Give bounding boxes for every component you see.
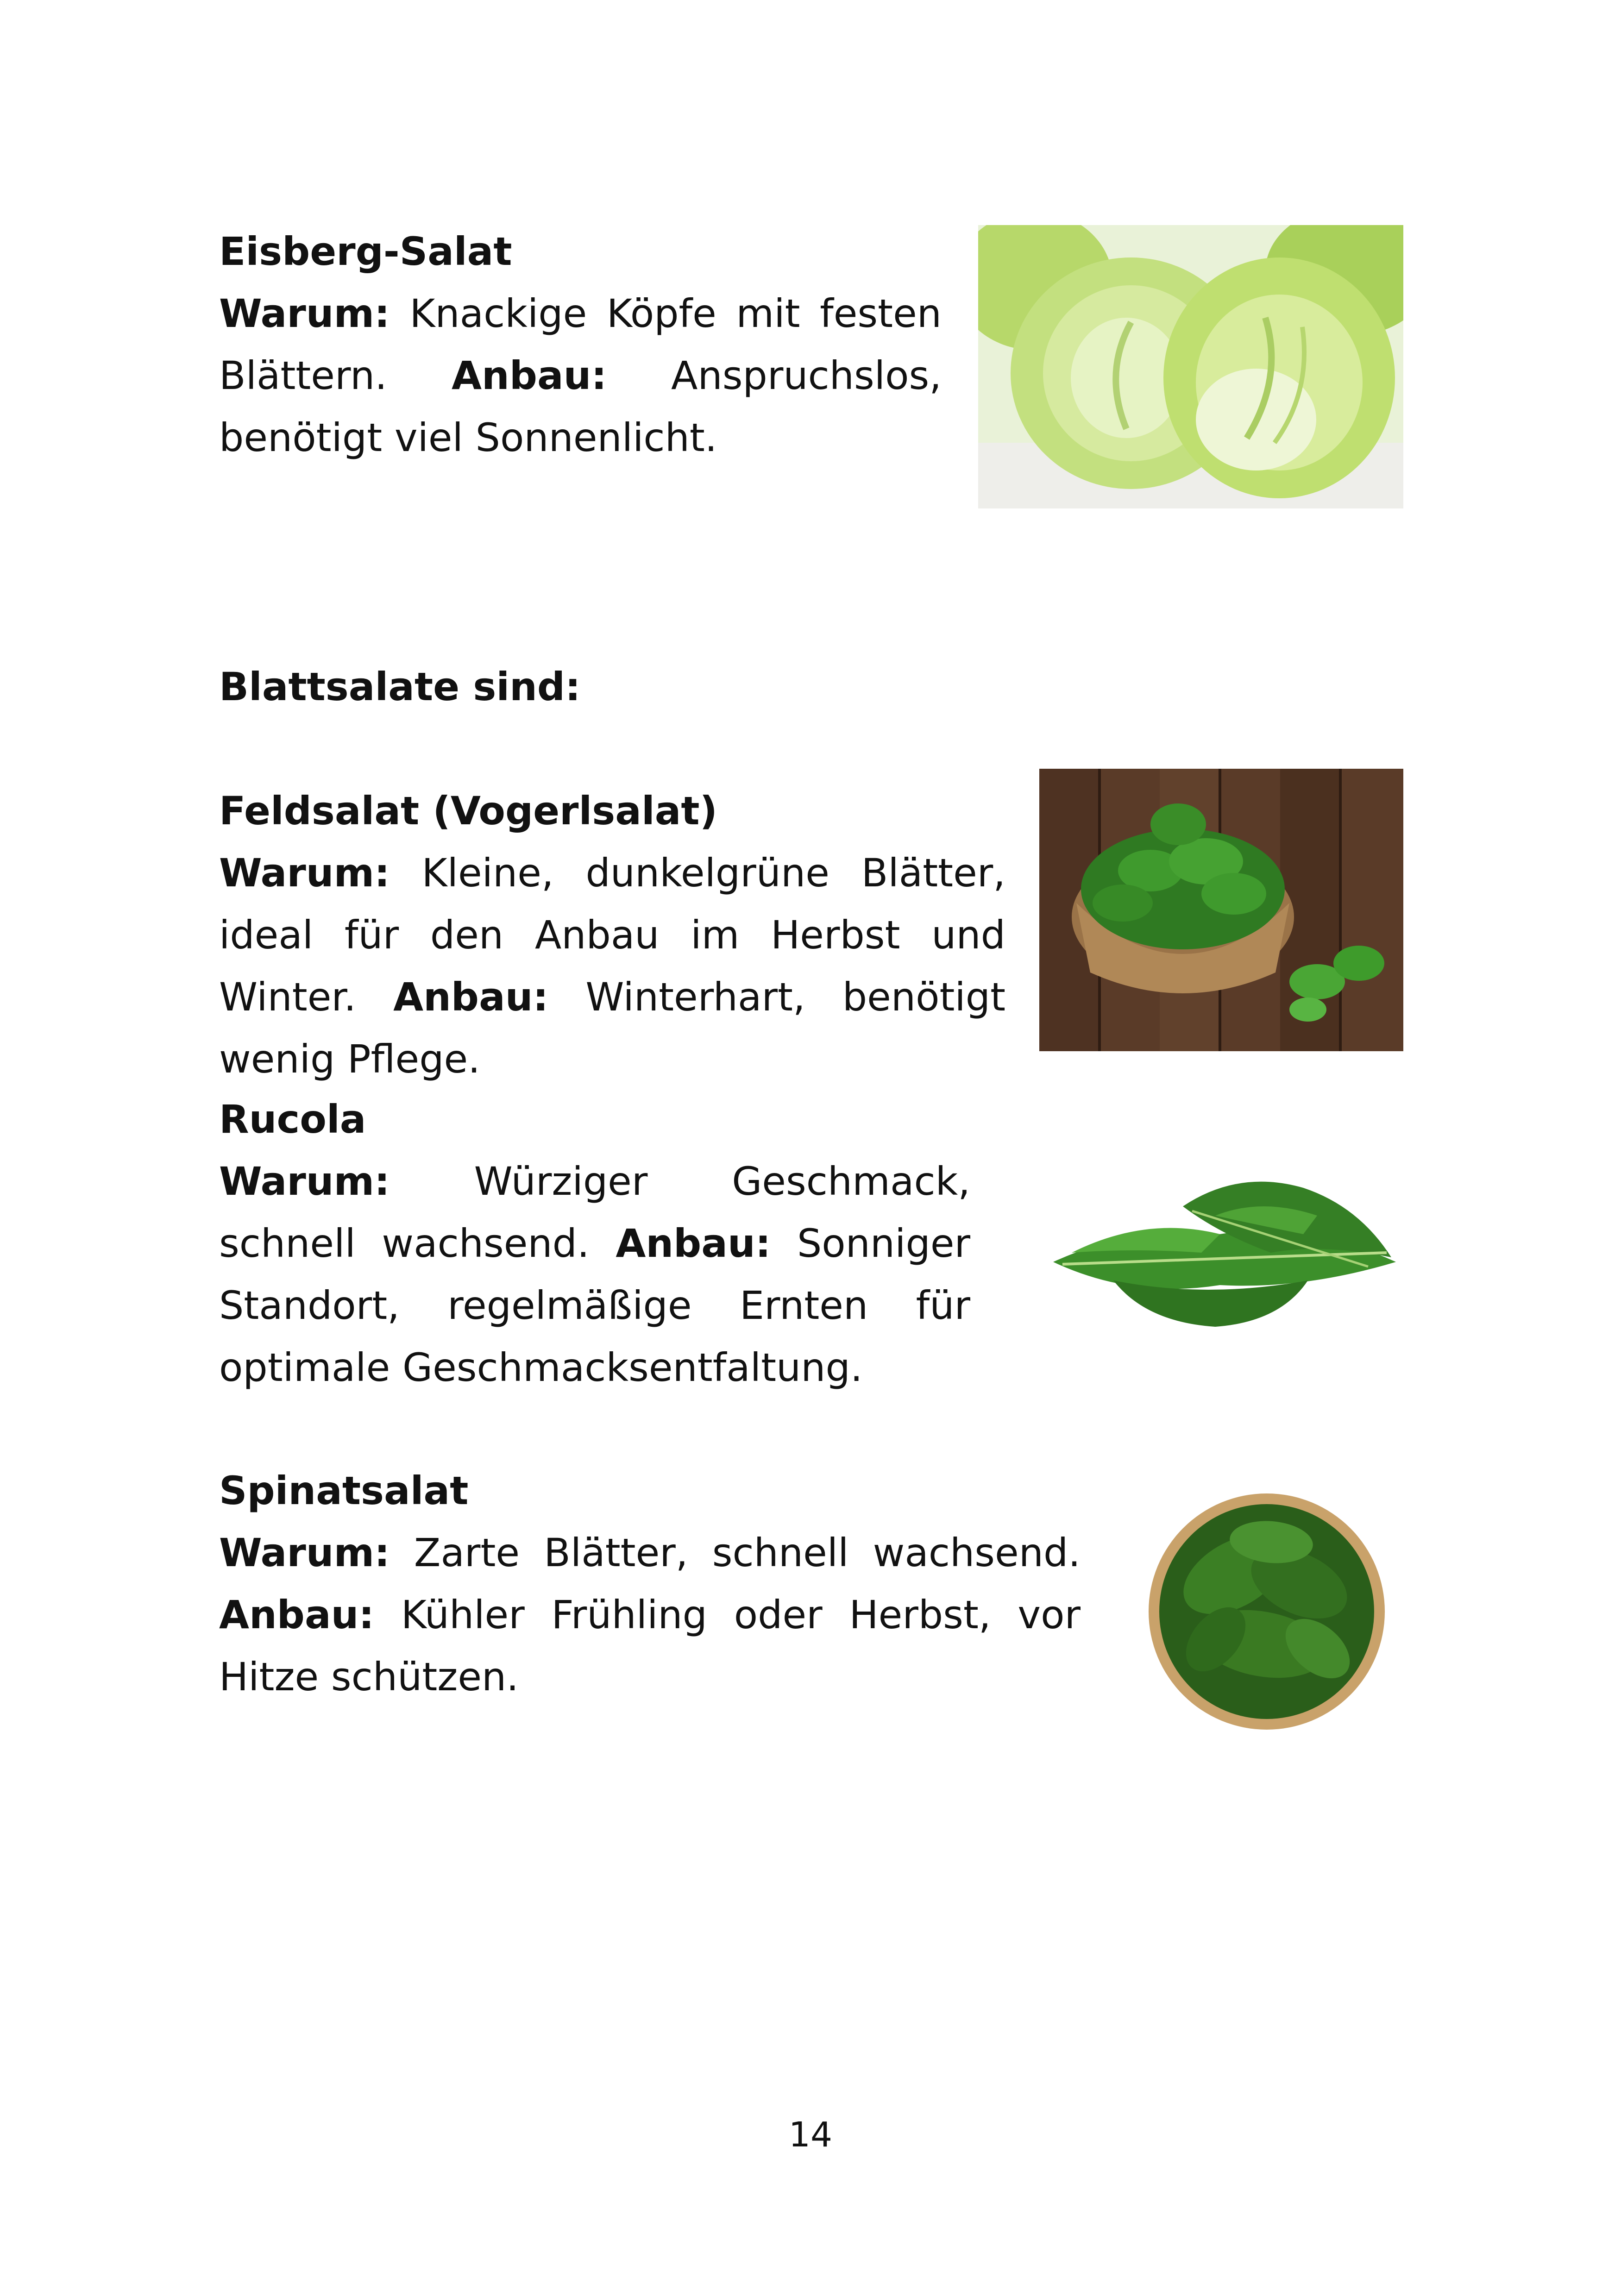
section-rucola — [219, 1088, 970, 1399]
anbau-label: Anbau: — [616, 1221, 771, 1266]
section-body — [219, 1150, 970, 1399]
warum-label: Warum: — [219, 850, 390, 896]
warum-text: Würziger Geschmack, schnell wachsend. — [219, 1159, 970, 1266]
section-body — [219, 1522, 1081, 1708]
anbau-label: Anbau: — [452, 353, 607, 398]
spinach-bowl-image — [1146, 1491, 1387, 1732]
anbau-text: Anspruchslos, benötigt viel Sonnenlicht. — [219, 353, 942, 460]
section-body — [219, 842, 1005, 1090]
section-spinatsalat — [219, 1460, 1081, 1708]
section-body — [219, 282, 942, 469]
iceberg-lettuce-image — [978, 225, 1403, 508]
warum-text: Knackige Köpfe mit festen Blättern. — [219, 291, 942, 398]
lambs-lettuce-basket-image — [1039, 769, 1403, 1051]
section-title: Spinatsalat — [219, 1468, 469, 1513]
section-title: Feldsalat (Vogerlsalat) — [219, 788, 717, 834]
anbau-label: Anbau: — [393, 974, 549, 1020]
section-feldsalat — [219, 780, 1005, 1090]
section-title: Eisberg-Salat — [219, 229, 512, 274]
section-eisberg-salat — [219, 220, 942, 469]
rucola-leaves-image — [1044, 1160, 1401, 1340]
anbau-text: Sonniger Standort, regelmäßige Ernten für optimale Geschmacksentfaltung. — [219, 1221, 971, 1390]
page-number: 14 — [788, 2115, 833, 2155]
warum-label: Warum: — [219, 1530, 390, 1575]
section-title: Rucola — [219, 1097, 366, 1142]
anbau-text: Winterhart, benötigt wenig Pflege. — [219, 974, 1006, 1082]
anbau-label: Anbau: — [219, 1592, 375, 1637]
section-heading-blattsalate: Blattsalate sind: — [219, 664, 581, 709]
warum-text: Zarte Blätter, schnell wachsend. — [414, 1530, 1081, 1575]
warum-text: Kleine, dunkelgrüne Blätter, ideal für den Anbau im Herbst und Winter. — [219, 850, 1005, 1020]
anbau-text: Kühler Frühling oder Herbst, vor Hitze schützen. — [219, 1592, 1081, 1700]
warum-label: Warum: — [219, 1159, 390, 1204]
warum-label: Warum: — [219, 291, 390, 336]
